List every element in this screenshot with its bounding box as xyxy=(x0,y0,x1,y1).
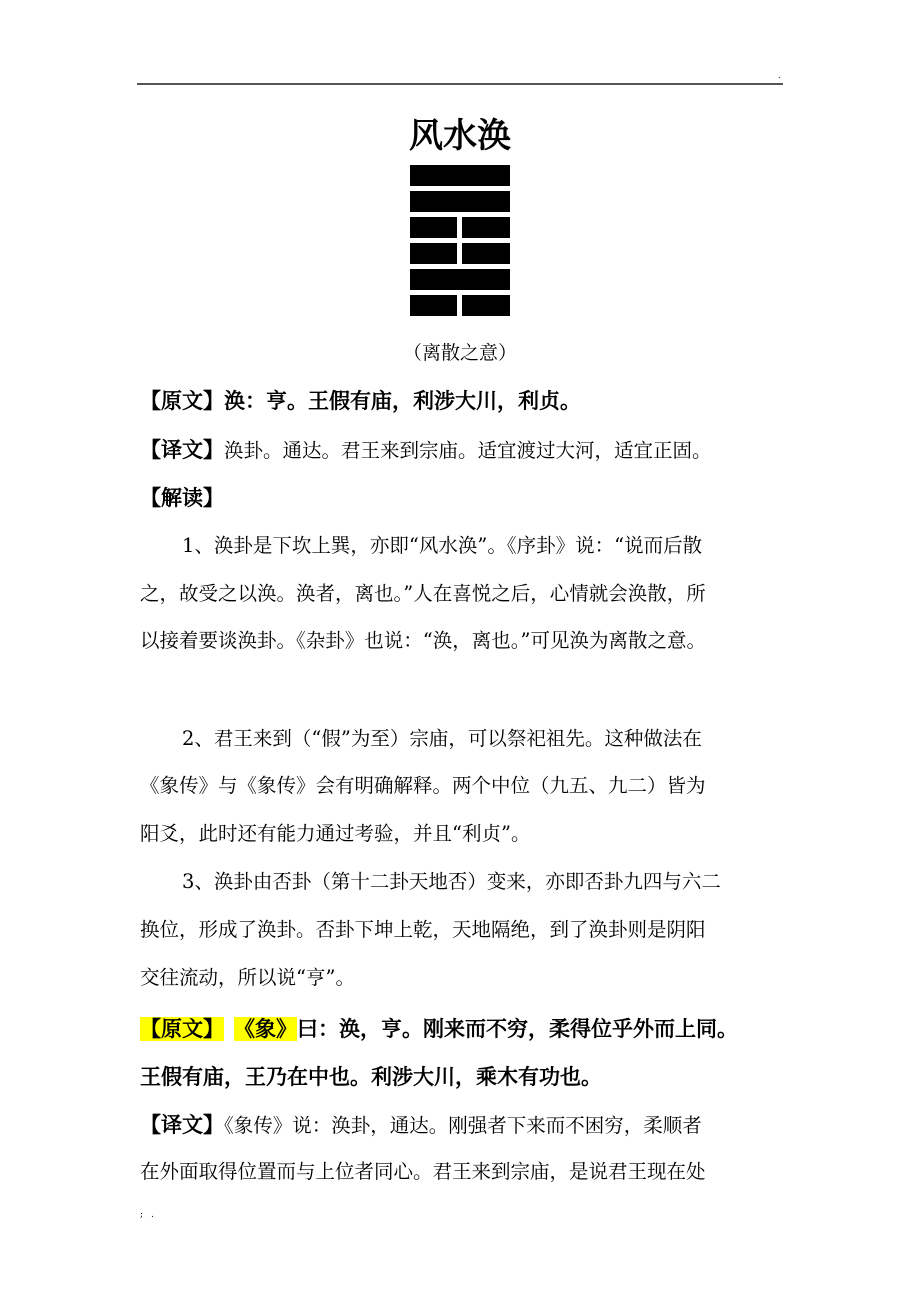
yiwen-text: 涣卦。通达。君王来到宗庙。适宜渡过大河，适宜正固。 xyxy=(224,439,712,462)
jiedu-heading: 【解读】 xyxy=(140,486,224,510)
tuan-yuanwen-line2: 王假有庙，王乃在中也。利涉大川，乘木有功也。 xyxy=(140,1065,602,1089)
subtitle: （离散之意） xyxy=(402,342,517,364)
hexagram-line-5-yang xyxy=(410,191,510,212)
jiedu-p1-line1: 1、涣卦是下坎上巽，亦即“风水涣”。《序卦》说：“说而后散 xyxy=(182,534,703,557)
hexagram-line-4-yin xyxy=(410,217,510,238)
hexagram-line-1-yin xyxy=(410,295,510,316)
tuan-yiwen-line2: 在外面取得位置而与上位者同心。君王来到宗庙，是说君王现在处 xyxy=(140,1160,706,1183)
footer-mark: ;. xyxy=(140,1210,162,1220)
yuanwen-label: 【原文】 xyxy=(140,389,224,413)
jiedu-p2-line3: 阳爻，此时还有能力通过考验，并且“利贞”。 xyxy=(140,822,531,845)
tuan-yiwen-text-1: 《象传》说：涣卦，通达。刚强者下来而不困穷，柔顺者 xyxy=(224,1114,702,1137)
yiwen-label: 【译文】 xyxy=(140,438,224,462)
jiedu-p1-line2: 之，故受之以涣。涣者，离也。”人在喜悦之后，心情就会涣散，所 xyxy=(140,582,706,605)
page-title: 风水涣 xyxy=(409,116,511,156)
tuan-source-label: 《象》 xyxy=(234,1017,297,1041)
tuan-yuanwen-text-1: 曰：涣，亨。刚来而不穷，柔得位乎外而上同。 xyxy=(297,1017,738,1041)
hexagram-line-3-yin xyxy=(410,243,510,264)
header-rule xyxy=(137,83,783,85)
hexagram-diagram xyxy=(410,165,510,321)
tuan-yuanwen-label: 【原文】 xyxy=(140,1017,224,1041)
hexagram-line-2-yang xyxy=(410,269,510,290)
yiwen-paragraph xyxy=(140,437,712,464)
jiedu-p3-line3: 交往流动，所以说“亨”。 xyxy=(140,966,355,989)
yuanwen-paragraph xyxy=(140,388,581,414)
yuanwen-text: 涣：亨。王假有庙，利涉大川，利贞。 xyxy=(224,389,581,413)
hexagram-line-6-yang xyxy=(410,165,510,186)
jiedu-p3-line2: 换位，形成了涣卦。否卦下坤上乾，天地隔绝，到了涣卦则是阴阳 xyxy=(140,918,706,941)
tuan-yiwen-label: 【译文】 xyxy=(140,1113,224,1137)
jiedu-p3-line1: 3、涣卦由否卦（第十二卦天地否）变来，亦即否卦九四与六二 xyxy=(182,870,721,893)
jiedu-p2-line2: 《象传》与《象传》会有明确解释。两个中位（九五、九二）皆为 xyxy=(140,774,706,797)
tuan-yiwen-line1 xyxy=(140,1112,702,1139)
tuan-yuanwen-line1 xyxy=(140,1016,738,1042)
jiedu-p2-line1: 2、君王来到（“假”为至）宗庙，可以祭祀祖先。这种做法在 xyxy=(182,727,702,750)
header-corner-mark: . xyxy=(778,71,781,80)
jiedu-p1-line3: 以接着要谈涣卦。《杂卦》也说：“涣，离也。”可见涣为离散之意。 xyxy=(140,629,706,652)
